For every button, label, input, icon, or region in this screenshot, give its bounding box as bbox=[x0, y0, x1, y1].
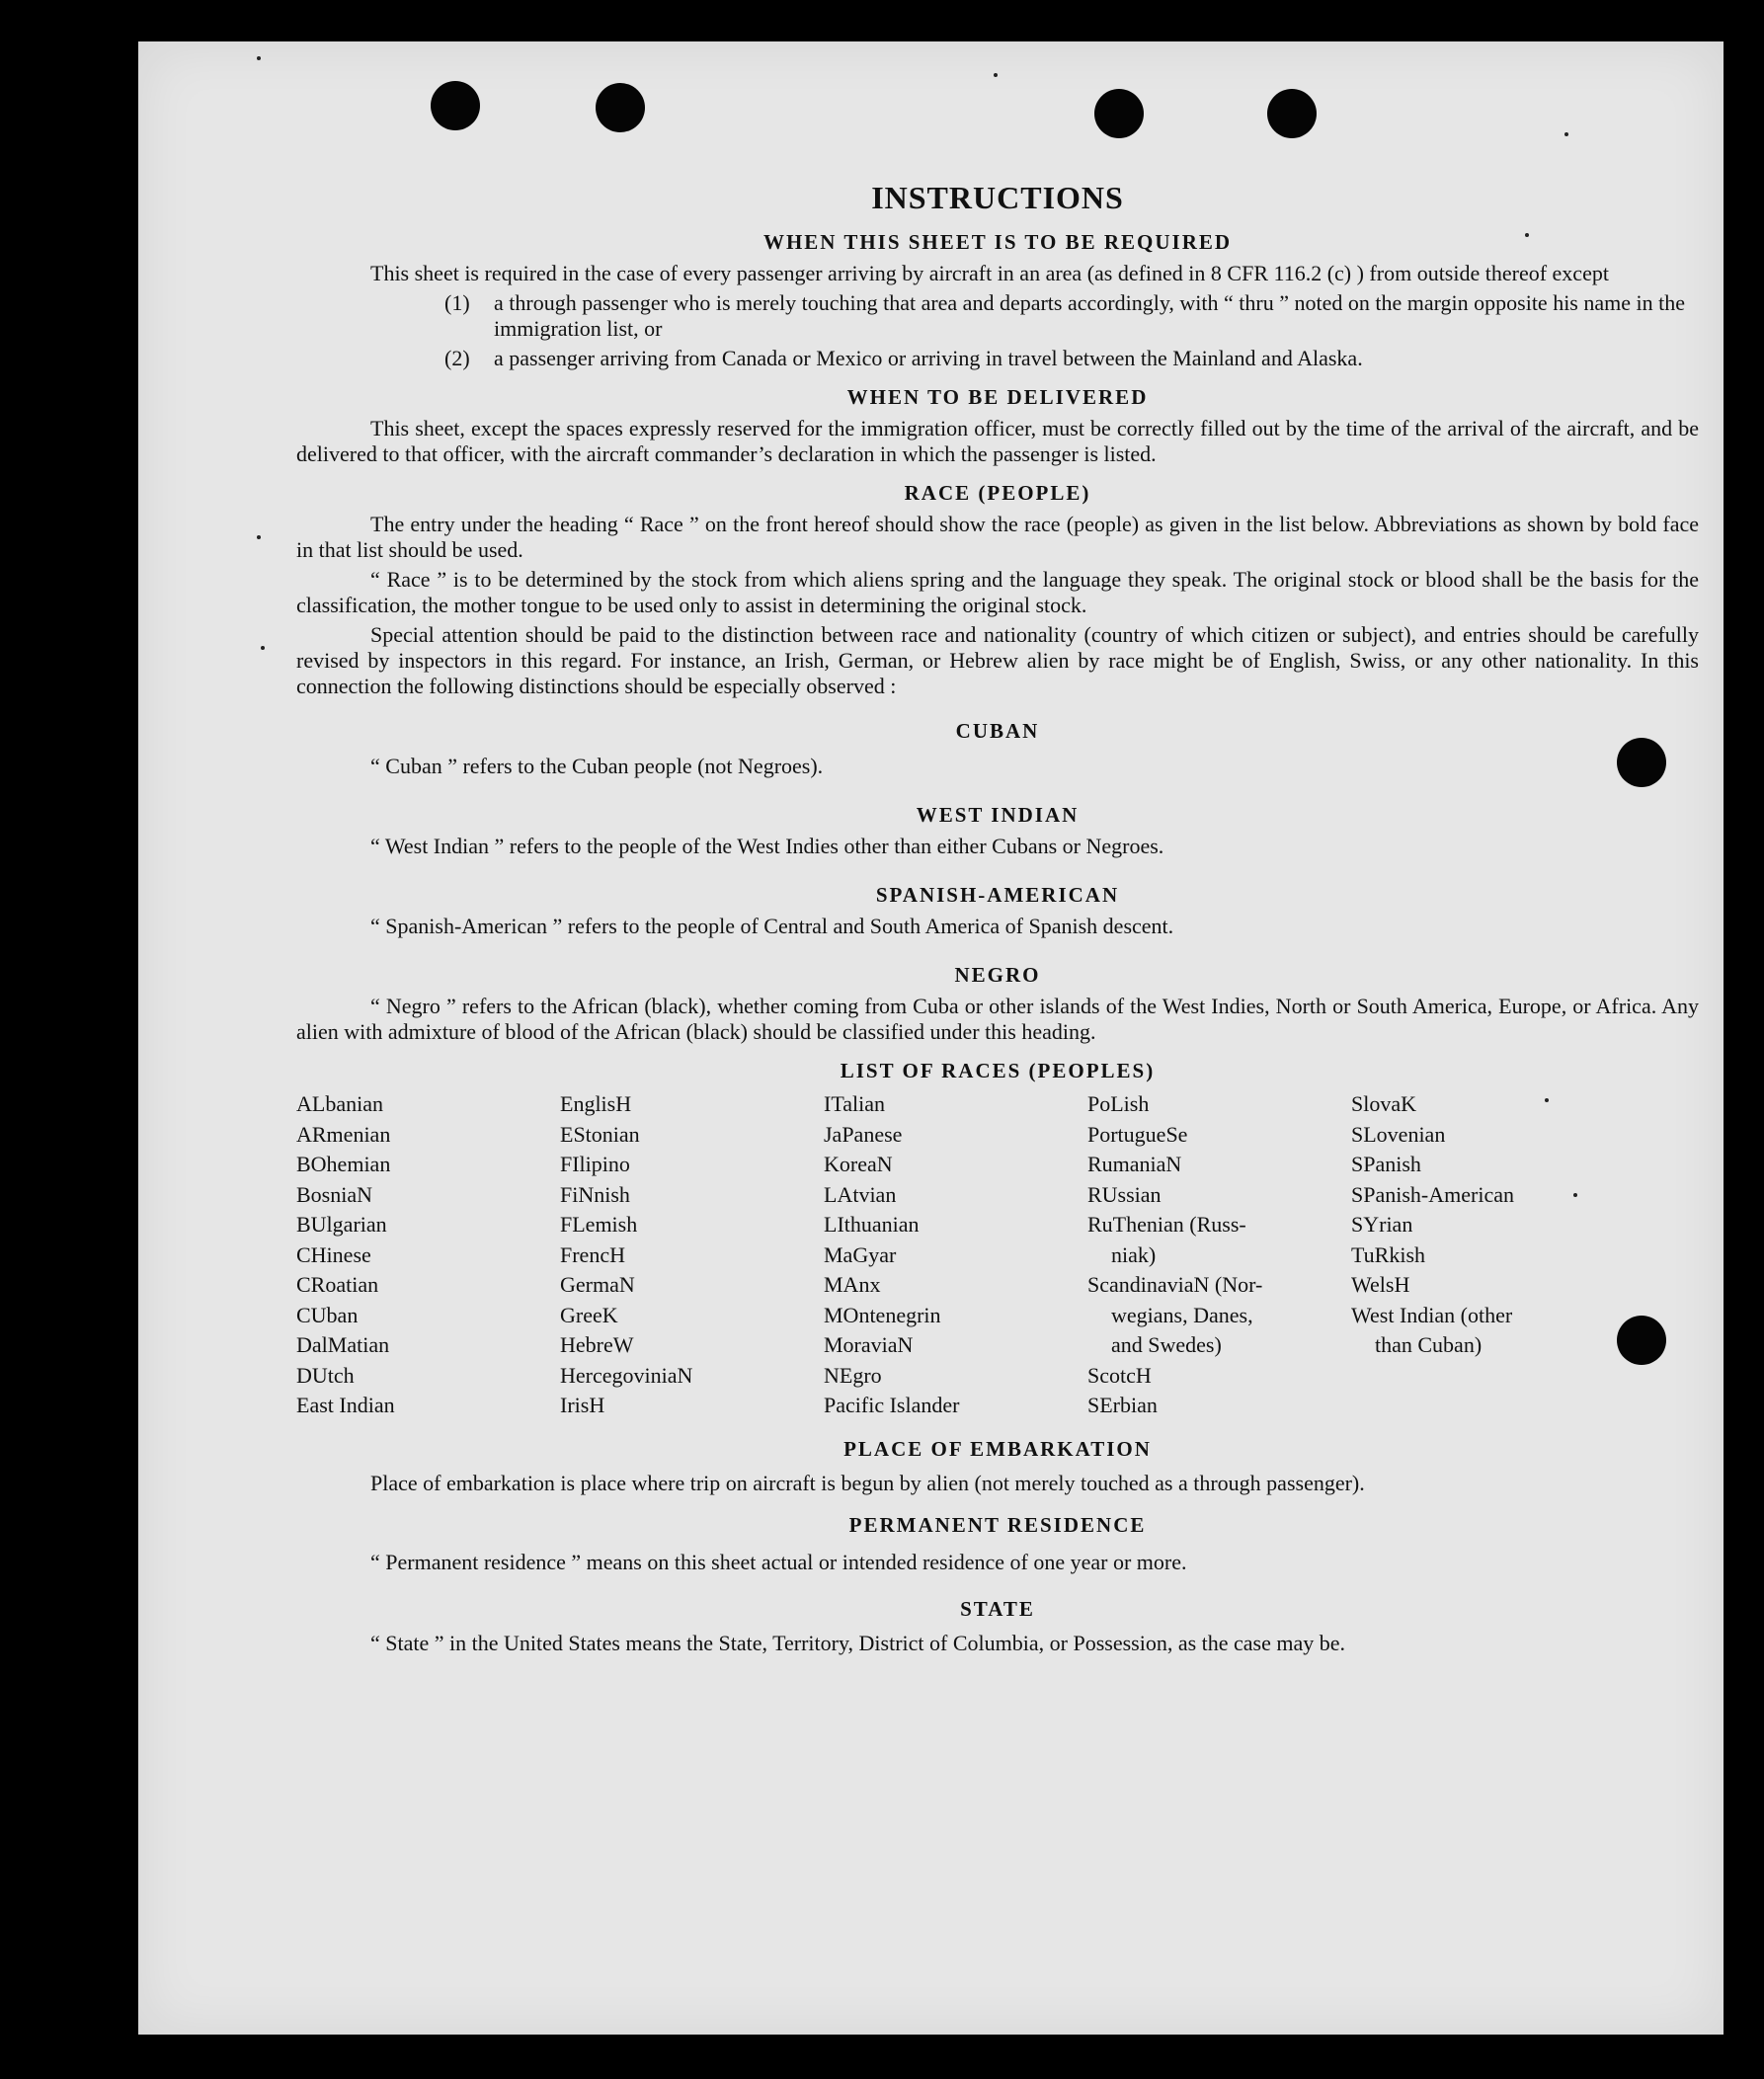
list-item bbox=[444, 290, 1699, 342]
races-column bbox=[296, 1089, 560, 1421]
instructions-body bbox=[296, 180, 1699, 1659]
race-entry: SErbian bbox=[1087, 1393, 1158, 1417]
race-entry: MAnx bbox=[824, 1272, 881, 1297]
section-heading: PERMANENT RESIDENCE bbox=[848, 1512, 1147, 1537]
section-heading: WHEN THIS SHEET IS TO BE REQUIRED bbox=[762, 230, 1233, 254]
paper-speck bbox=[1564, 132, 1568, 136]
paragraph: “ Negro ” refers to the African (black), whether coming from Cuba or other islands of the West Indies, North or South America, Europe, or Africa. Any alien with admixture of blood of the African (black) should be classified under this heading. bbox=[296, 994, 1699, 1044]
race-entry: CRoatian bbox=[296, 1272, 379, 1297]
race-entry: JaPanese bbox=[824, 1121, 903, 1147]
race-entry: SPanish bbox=[1351, 1152, 1421, 1176]
race-entry: FIlipino bbox=[560, 1152, 630, 1176]
race-entry: RUssian bbox=[1087, 1181, 1162, 1207]
race-entry: NEgro bbox=[824, 1362, 882, 1388]
section-heading: PLACE OF EMBARKATION bbox=[843, 1436, 1152, 1461]
races-column bbox=[560, 1089, 824, 1421]
race-entry: SPanish-American bbox=[1351, 1181, 1514, 1207]
race-entry: BOhemian bbox=[296, 1152, 391, 1176]
race-entry: RumaniaN bbox=[1087, 1152, 1182, 1176]
list-text: a passenger arriving from Canada or Mexico or arriving in travel between the Mainland and Alaska. bbox=[494, 346, 1363, 370]
paragraph: “ Permanent residence ” means on this sheet actual or intended residence of one year or more. bbox=[370, 1549, 1187, 1574]
race-entry: ITalian bbox=[824, 1091, 885, 1116]
race-entry: HebreW bbox=[560, 1332, 634, 1357]
page-title: INSTRUCTIONS bbox=[871, 180, 1124, 215]
paragraph: This sheet is required in the case of every passenger arriving by aircraft in an area (as defined in 8 CFR 116.2 (c) ) from outside thereof except bbox=[370, 261, 1609, 285]
punch-hole bbox=[431, 81, 480, 130]
punch-hole bbox=[596, 83, 645, 132]
race-entry: FrencH bbox=[560, 1241, 625, 1267]
race-entry: LIthuanian bbox=[824, 1212, 920, 1237]
section-heading: NEGRO bbox=[954, 963, 1041, 987]
race-entry: DalMatian bbox=[296, 1332, 390, 1357]
race-entry: ALbanian bbox=[296, 1091, 383, 1116]
race-entry: Pacific Islander bbox=[824, 1393, 960, 1417]
paragraph: Place of embarkation is place where trip on aircraft is begun by alien (not merely touched as a through passenger). bbox=[370, 1470, 1365, 1495]
race-entry: HercegoviniaN bbox=[560, 1362, 693, 1388]
race-entry: ScotcH bbox=[1087, 1362, 1152, 1388]
paper-speck bbox=[1525, 233, 1529, 237]
paragraph: “ Spanish-American ” refers to the people of Central and South America of Spanish descent. bbox=[370, 914, 1174, 938]
race-entry: SYrian bbox=[1351, 1212, 1413, 1237]
punch-hole bbox=[1094, 89, 1144, 138]
race-entry: ARmenian bbox=[296, 1121, 391, 1147]
race-entry: FLemish bbox=[560, 1212, 638, 1237]
race-entry: SLovenian bbox=[1351, 1121, 1446, 1147]
race-entry: MOntenegrin bbox=[824, 1302, 941, 1327]
section-heading: SPANISH-AMERICAN bbox=[875, 883, 1120, 907]
paper-speck bbox=[261, 646, 265, 650]
document-sheet bbox=[138, 41, 1724, 2035]
race-entry: MaGyar bbox=[824, 1241, 897, 1267]
paragraph: “ West Indian ” refers to the people of the West Indies other than either Cubans or Negroes. bbox=[370, 834, 1164, 858]
list-number: (1) bbox=[444, 290, 470, 315]
paragraph: The entry under the heading “ Race ” on the front hereof should show the race (people) as given in the list below. Abbreviations as shown by bold face in that list should be used. bbox=[296, 512, 1699, 562]
race-entry: TuRkish bbox=[1351, 1241, 1426, 1267]
paper-speck bbox=[1573, 1193, 1577, 1197]
race-entry: FiNnish bbox=[560, 1181, 630, 1207]
paragraph: This sheet, except the spaces expressly reserved for the immigration officer, must be correctly filled out by the time of the arrival of the aircraft, and be delivered to that officer, with the aircraft commander’s declaration in which the passenger is listed. bbox=[296, 416, 1699, 466]
race-entry: RuThenian (Russ- bbox=[1087, 1212, 1246, 1237]
list-text: a through passenger who is merely touching that area and departs accordingly, with “ thru ” noted on the margin opposite his name in the immigration list, or bbox=[494, 290, 1686, 341]
section-heading: LIST OF RACES (PEOPLES) bbox=[840, 1059, 1156, 1082]
race-entry: KoreaN bbox=[824, 1152, 893, 1176]
section-heading: WHEN TO BE DELIVERED bbox=[846, 385, 1149, 409]
race-entry: West Indian (other bbox=[1351, 1302, 1513, 1327]
race-entry: wegians, Danes, bbox=[1111, 1302, 1253, 1327]
paper-speck bbox=[1545, 1098, 1549, 1102]
race-entry: PoLish bbox=[1087, 1091, 1150, 1116]
race-entry: GreeK bbox=[560, 1302, 618, 1327]
race-entry: LAtvian bbox=[824, 1181, 897, 1207]
punch-hole bbox=[1267, 89, 1317, 138]
race-entry: BosniaN bbox=[296, 1181, 372, 1207]
race-entry: than Cuban) bbox=[1375, 1332, 1483, 1357]
race-entry: IrisH bbox=[560, 1393, 605, 1417]
race-entry: PortugueSe bbox=[1087, 1121, 1188, 1147]
race-entry: ScandinaviaN (Nor- bbox=[1087, 1272, 1263, 1297]
paper-speck bbox=[257, 535, 261, 539]
race-entry: EnglisH bbox=[560, 1091, 632, 1116]
race-entry: CHinese bbox=[296, 1241, 371, 1267]
race-entry: SlovaK bbox=[1351, 1091, 1416, 1116]
paragraph: Special attention should be paid to the distinction between race and nationality (country of which citizen or subject), and entries should be carefully revised by inspectors in this regard. For instance, an Irish, German, or Hebrew alien by race might be of English, Swiss, or any other nationality. In this connection the following distinctions should be especially observed : bbox=[296, 622, 1699, 698]
paragraph: “ Cuban ” refers to the Cuban people (not Negroes). bbox=[370, 754, 824, 778]
paper-speck bbox=[257, 56, 261, 60]
races-list bbox=[296, 1089, 1699, 1421]
race-entry: niak) bbox=[1111, 1241, 1157, 1267]
section-heading: RACE (PEOPLE) bbox=[904, 481, 1091, 505]
race-entry: WelsH bbox=[1351, 1272, 1410, 1297]
list-number: (2) bbox=[444, 346, 470, 370]
races-column bbox=[1351, 1089, 1615, 1421]
list-item bbox=[444, 346, 1699, 371]
race-entry: EStonian bbox=[560, 1121, 640, 1147]
races-column bbox=[1087, 1089, 1351, 1421]
race-entry: BUlgarian bbox=[296, 1212, 387, 1237]
race-entry: CUban bbox=[296, 1302, 359, 1327]
paper-speck bbox=[994, 73, 998, 77]
race-entry: MoraviaN bbox=[824, 1332, 914, 1357]
section-heading: CUBAN bbox=[955, 719, 1040, 743]
section-heading: STATE bbox=[960, 1596, 1035, 1621]
race-entry: DUtch bbox=[296, 1362, 355, 1388]
race-entry: GermaN bbox=[560, 1272, 635, 1297]
paragraph: “ Race ” is to be determined by the stock from which aliens spring and the language they speak. The original stock or blood shall be the basis for the classification, the mother tongue to be used only to assist in determining the original stock. bbox=[296, 567, 1699, 617]
race-entry: East Indian bbox=[296, 1393, 395, 1417]
races-column bbox=[824, 1089, 1087, 1421]
paragraph: “ State ” in the United States means the State, Territory, District of Columbia, or Possession, as the case may be. bbox=[370, 1630, 1346, 1655]
section-heading: WEST INDIAN bbox=[916, 803, 1080, 827]
race-entry: and Swedes) bbox=[1111, 1332, 1222, 1357]
